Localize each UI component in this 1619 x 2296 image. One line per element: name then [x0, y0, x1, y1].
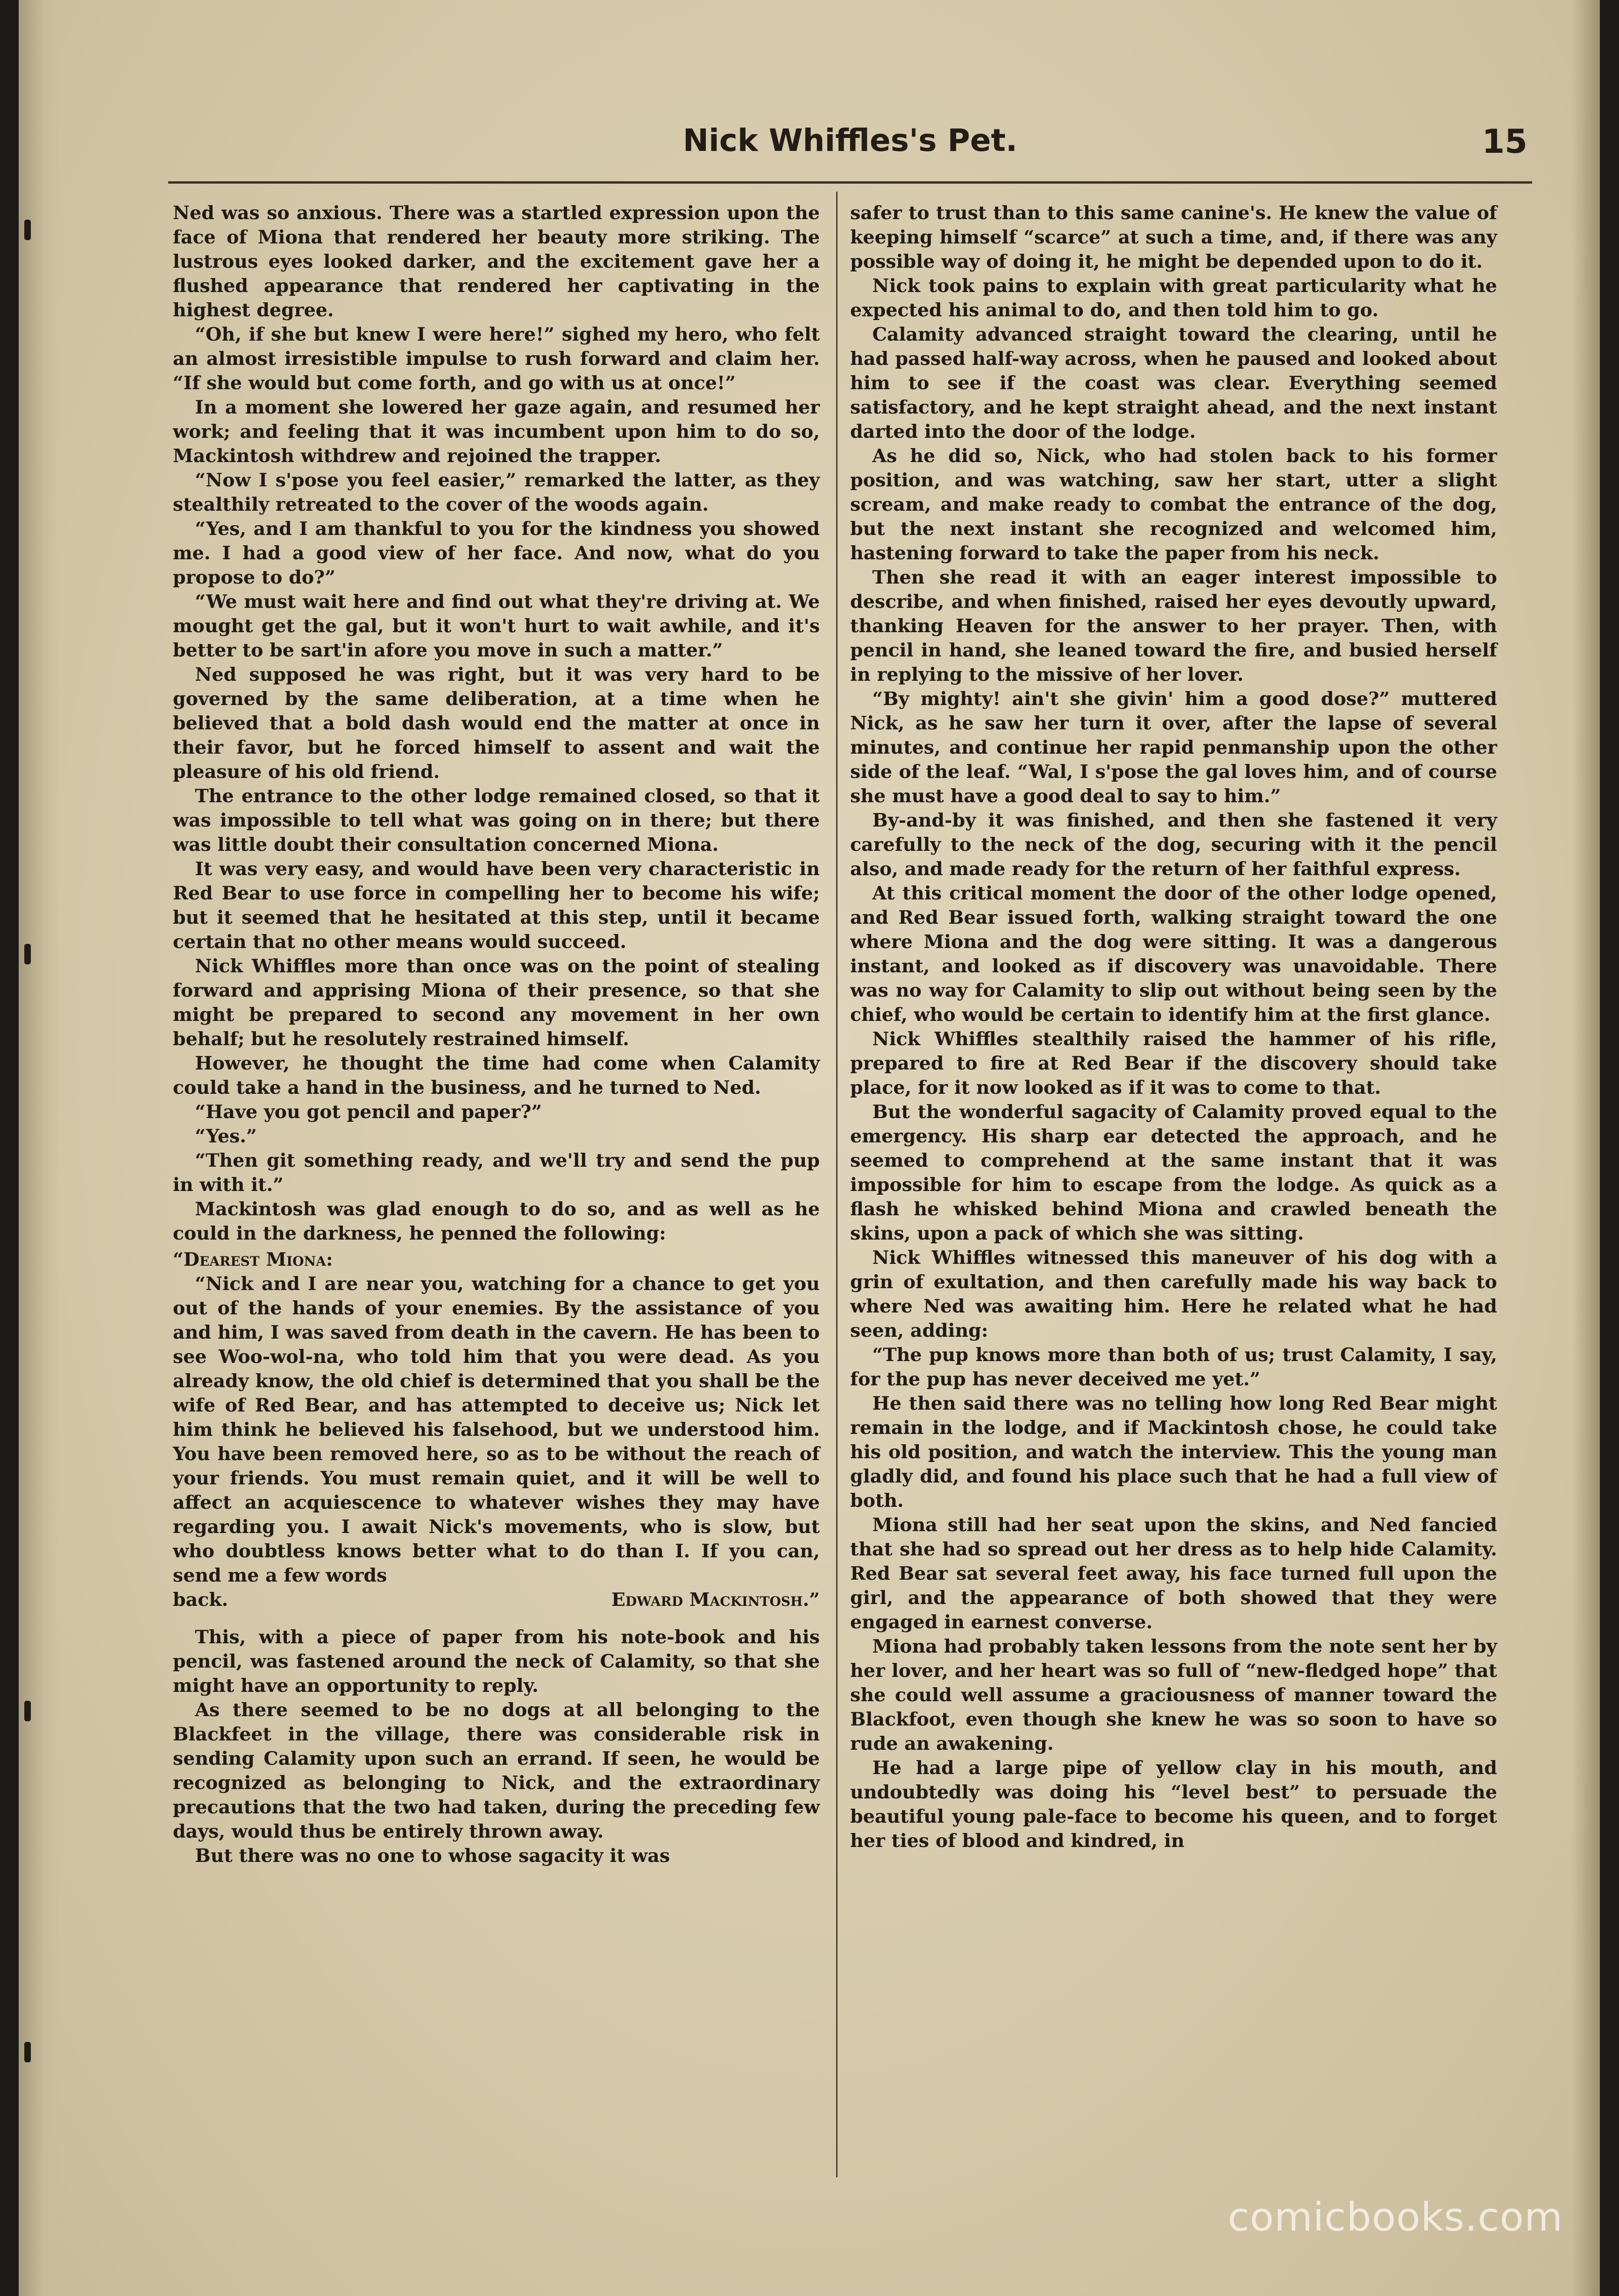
paragraph: As he did so, Nick, who had stolen back to his former position, and was watching, saw her start, utter a slight scream, and make ready to combat the entrance of the dog, but the next instant she recognized and welcomed him, hastening forward to take the paper from his neck. [850, 445, 1497, 564]
paragraph: “The pup knows more than both of us; trust Calamity, I say, for the pup has never deceived me yet.” [850, 1344, 1497, 1390]
page-header [173, 122, 1527, 174]
paragraph: “Oh, if she but knew I were here!” sighed my hero, who felt an almost irresistible impulse to rush forward and claim her. “If she would but come forth, and go with us at once!” [173, 324, 820, 394]
paragraph: As there seemed to be no dogs at all belonging to the Blackfeet in the village, there was considerable risk in sending Calamity upon such an errand. If seen, he would be recognized as belonging to Nick, and the extraordinary precautions that the two had taken, during the preceding few days, would thus be entirely thrown away. [173, 1699, 820, 1842]
paragraph: Miona had probably taken lessons from the note sent her by her lover, and her heart was so full of “new-fledged hope” that she could well assume a graciousness of manner toward the Blackfoot, even though she knew he was so soon to have so rude an awakening. [850, 1636, 1497, 1754]
paragraph: However, he thought the time had come when Calamity could take a hand in the business, and he turned to Ned. [173, 1053, 820, 1098]
right-column [850, 201, 1497, 1853]
paragraph: Nick Whiffles more than once was on the point of stealing forward and apprising Miona of their presence, so that she might be prepared to second any movement in her own behalf; but he resolutely restrained himself. [173, 955, 820, 1050]
paragraph: “Now I s'pose you feel easier,” remarked the latter, as they stealthily retreated to the cover of the woods again. [173, 470, 820, 515]
paragraph: “Then git something ready, and we'll try and send the pup in with it.” [173, 1150, 820, 1196]
paragraph: By-and-by it was finished, and then she fastened it very carefully to the neck of the dog, securing with it the pencil also, and made ready for the return of her faithful express. [850, 810, 1497, 880]
letter-signature: Edward Mackintosh.” [611, 1589, 820, 1611]
letter-salutation: “Dearest Miona: [173, 1249, 333, 1270]
binding-hole [24, 1701, 31, 1721]
paragraph: Nick took pains to explain with great particularity what he expected his animal to do, and then told him to go. [850, 275, 1497, 321]
binding-hole [24, 2042, 31, 2062]
paragraph: This, with a piece of paper from his note-book and his pencil, was fastened around the neck of Calamity, so that she might have an opportunity to reply. [173, 1626, 820, 1697]
running-title: Nick Whiffles's Pet. [682, 122, 1018, 158]
paragraph: The entrance to the other lodge remained closed, so that it was impossible to tell what was going on in there; but there was little doubt their consultation concerned Miona. [173, 785, 820, 856]
binding-hole [24, 944, 31, 964]
paragraph: safer to trust than to this same canine's. He knew the value of keeping himself “scarce” at such a time, and, if there was any possible way of doing it, he might be depended upon to do it. [850, 202, 1497, 272]
paragraph: Calamity advanced straight toward the clearing, until he had passed half-way across, when he paused and looked about him to see if the coast was clear. Everything seemed satisfactory, and he kept straight ahead, and the next instant darted into the door of the lodge. [850, 324, 1497, 442]
page-number: 15 [1482, 122, 1527, 161]
paragraph: “We must wait here and find out what they're driving at. We mought get the gal, but it won't hurt to wait awhile, and it's better to be sart'in afore you move in such a matter.” [173, 591, 820, 661]
paragraph: “Yes, and I am thankful to you for the kindness you showed me. I had a good view of her face. And now, what do you propose to do?” [173, 518, 820, 588]
paragraph: But there was no one to whose sagacity it was [195, 1845, 670, 1867]
paragraph: Then she read it with an eager interest impossible to describe, and when finished, raised her eyes devoutly upward, thanking Heaven for the answer to her prayer. Then, with pencil in hand, she leaned toward the fire, and busied herself in replying to the missive of her lover. [850, 567, 1497, 685]
paragraph: Miona still had her seat upon the skins, and Ned fancied that she had so spread out her dress as to help hide Calamity. Red Bear sat several feet away, his face turned full upon the girl, and the appearance of both showed that they were engaged in earnest converse. [850, 1514, 1497, 1633]
paragraph: “Have you got pencil and paper?” [195, 1101, 542, 1123]
book-page [19, 0, 1600, 2296]
header-rule [168, 181, 1532, 184]
page-edge-shadow [1572, 0, 1600, 2296]
paragraph: In a moment she lowered her gaze again, and resumed her work; and feeling that it was incumbent upon him to do so, Mackintosh withdrew and rejoined the trapper. [173, 397, 820, 467]
paragraph: At this critical moment the door of the other lodge opened, and Red Bear issued forth, walking straight toward the one where Miona and the dog were sitting. It was a dangerous instant, and looked as if discovery was unavoidable. There was no way for Calamity to slip out without being seen by the chief, who would be certain to identify him at the first glance. [850, 883, 1497, 1026]
letter-closing: back. [173, 1589, 228, 1611]
paragraph: Nick Whiffles witnessed this maneuver of his dog with a grin of exultation, and then carefully made his way back to where Ned was awaiting him. Here he related what he had seen, adding: [850, 1247, 1497, 1341]
left-column [173, 201, 820, 1868]
paragraph: He then said there was no telling how long Red Bear might remain in the lodge, and if Mackintosh chose, he could take his old position, and watch the interview. This the young man gladly did, and found his place such that he had a full view of both. [850, 1393, 1497, 1512]
paragraph: Ned was so anxious. There was a startled expression upon the face of Miona that rendered her beauty more striking. The lustrous eyes looked darker, and the excitement gave her a flushed appearance that rendered her captivating in the highest degree. [173, 202, 820, 321]
paragraph: He had a large pipe of yellow clay in his mouth, and undoubtedly was doing his “level best” to persuade the beautiful young pale-face to become his queen, and to forget her ties of blood and kindred, in [850, 1757, 1497, 1852]
letter-signoff [173, 1588, 820, 1612]
paragraph: “By mighty! ain't she givin' him a good dose?” muttered Nick, as he saw her turn it over, after the lapse of several minutes, and continue her rapid penmanship upon the other side of the leaf. “Wal, I s'pose the gal loves him, and of course she must have a good deal to say to him.” [850, 688, 1497, 807]
page-spine-shadow [19, 0, 61, 2296]
paragraph: It was very easy, and would have been very characteristic in Red Bear to use force in compelling her to become his wife; but it seemed that he hesitated at this step, until it became certain that no other means would succeed. [173, 858, 820, 953]
paragraph: Ned supposed he was right, but it was very hard to be governed by the same deliberation, at a time when he believed that a bold dash would end the matter at once in their favor, but he forced himself to assent and wait the pleasure of his old friend. [173, 664, 820, 783]
paragraph: “Yes.” [195, 1126, 257, 1147]
binding-hole [24, 220, 31, 240]
paragraph: Nick Whiffles stealthily raised the hammer of his rifle, prepared to fire at Red Bear if the discovery should take place, for it now looked as if it was to come to that. [850, 1028, 1497, 1098]
paragraph: But the wonderful sagacity of Calamity proved equal to the emergency. His sharp ear detected the approach, and he seemed to comprehend at the same instant that it was impossible for him to escape from the lodge. As quick as a flash he whisked behind Miona and crawled beneath the skins, upon a pack of which she was sitting. [850, 1101, 1497, 1244]
paragraph: Mackintosh was glad enough to do so, and as well as he could in the darkness, he penned the following: [173, 1198, 820, 1244]
letter-body: “Nick and I are near you, watching for a chance to get you out of the hands of your enemies. By the assistance of you and him, I was saved from death in the cavern. He has been to see Woo-wol-na, who told him that you were dead. As you already know, the old chief is determined that you shall be the wife of Red Bear, and has attempted to deceive us; Nick let him think he believed his falsehood, but we understood him. You have been removed here, so as to be without the reach of your friends. You must remain quiet, and it will be well to affect an acquiescence to whatever wishes they may have regarding you. I await Nick's movements, who is slow, but who doubtless knows better what to do than I. If you can, send me a few words [173, 1273, 820, 1586]
column-divider [836, 192, 838, 2177]
site-watermark: comicbooks.com [1228, 2194, 1563, 2240]
